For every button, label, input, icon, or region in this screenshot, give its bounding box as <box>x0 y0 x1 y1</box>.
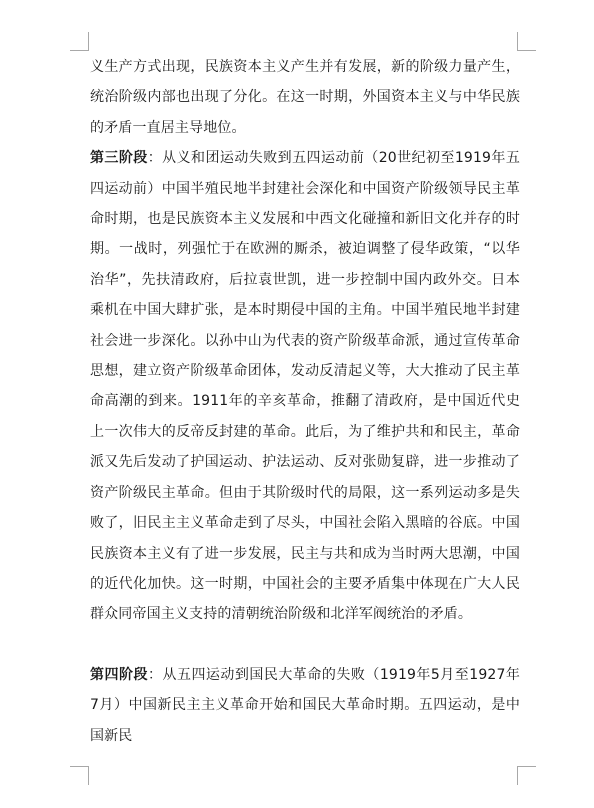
stage-four-heading: 第四阶段 <box>90 666 148 683</box>
crop-mark-top-right <box>517 32 536 51</box>
paragraph-stage-four <box>90 660 520 751</box>
paragraph-stage-three <box>90 143 520 630</box>
paragraph-text: 义生产方式出现，民族资本主义产生并有发展，新的阶级力量产生，统治阶级内部也出现了分化。在这一时期，外国资本主义与中华民族的矛盾一直居主导地位。 <box>90 59 520 136</box>
crop-mark-bottom-left <box>70 766 89 785</box>
paragraph-text: ：从五四运动到国民大革命的失败（1919年5月至1927年7月）中国新民主主义革命开始和国民大革命时期。五四运动，是中国新民 <box>90 666 520 744</box>
paragraph-stage-two-continued <box>90 52 520 143</box>
crop-mark-top-left <box>70 32 89 51</box>
paragraph-spacer <box>90 630 520 660</box>
stage-three-heading: 第三阶段 <box>90 150 148 167</box>
paragraph-text: ：从义和团运动失败到五四运动前（20世纪初至1919年五四运动前）中国半殖民地半封建社会深化和中国资产阶级领导民主革命时期，也是民族资本主义发展和中西文化碰撞和新旧文化并存的时期。一战时，列强忙于在欧洲的厮杀，被迫调整了侵华政策，“以华治华”，先扶清政府，后拉袁世凯，进一步控制中国内政外交。日本乘机在中国大肆扩张，是本时期侵中国的主角。中国半殖民地半封建社会进一步深化。以孙中山为代表的资产阶级革命派，通过宣传革命思想，建立资产阶级革命团体，发动反清起义等，大大推动了民主革命高潮的到来。1911年的辛亥革命，推翻了清政府，是中国近代史上一次伟大的反帝反封建的革命。此后，为了维护共和和民主，革命派又先后发动了护国运动、护法运动、反对张勋复辟，进一步推动了资产阶级民主革命。但由于其阶级时代的局限，这一系列运动多是失败了，旧民主主义革命走到了尽头，中国社会陷入黑暗的谷底。中国民族资本主义有了进一步发展，民主与共和成为当时两大思潮，中国的近代化加快。这一时期，中国社会的主要矛盾集中体现在广大人民群众同帝国主义支持的清朝统治阶级和北洋军阀统治的矛盾。 <box>90 150 520 623</box>
document-body[interactable] <box>90 52 520 751</box>
crop-mark-bottom-right <box>517 766 536 785</box>
